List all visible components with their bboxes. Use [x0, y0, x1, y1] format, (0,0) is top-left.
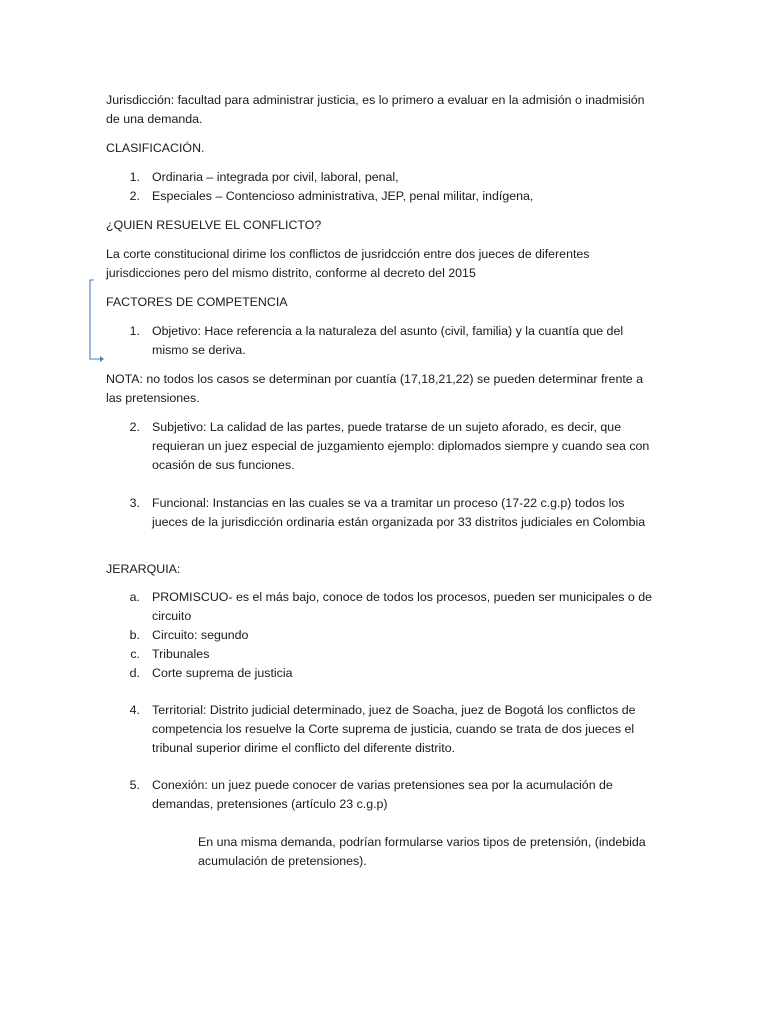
- factor-subjetivo-line-1: Subjetivo: La calidad de las partes, puede tratarse de un sujeto aforado, es decir, que: [152, 420, 622, 434]
- list-item-especiales: Especiales – Contencioso administrativa, JEP, penal militar, indígena,: [152, 189, 534, 203]
- clasificacion-heading: CLASIFICACIÓN.: [106, 141, 205, 155]
- conflicto-paragraph-line-2: jurisdicciones pero del mismo distrito, conforme al decreto del 2015: [106, 266, 476, 280]
- list-marker: a.: [129, 590, 140, 604]
- list-marker: 3.: [129, 496, 140, 510]
- intro-line-1: Jurisdicción: facultad para administrar justicia, es lo primero a evaluar en la admisión o inadmisión: [106, 93, 645, 107]
- jerarquia-tribunales: Tribunales: [152, 647, 210, 661]
- factor-territorial-line-3: tribunal superior dirime el conflicto del diferente distrito.: [152, 741, 456, 755]
- factor-conexion-line-2: demandas, pretensiones (artículo 23 c.g.p): [152, 797, 388, 811]
- jerarquia-circuito: Circuito: segundo: [152, 628, 249, 642]
- list-item-ordinaria: Ordinaria – integrada por civil, laboral, penal,: [152, 170, 399, 184]
- jerarquia-promiscuo-line-1: PROMISCUO- es el más bajo, conoce de todos los procesos, pueden ser municipales o de: [152, 590, 653, 604]
- jerarquia-corte-suprema: Corte suprema de justicia: [152, 666, 293, 680]
- conflicto-heading: ¿QUIEN RESUELVE EL CONFLICTO?: [106, 218, 322, 232]
- indented-note-line-2: acumulación de pretensiones).: [198, 854, 367, 868]
- factor-territorial-line-1: Territorial: Distrito judicial determinado, juez de Soacha, juez de Bogotá los conflictos de: [152, 703, 636, 717]
- factor-conexion-line-1: Conexión: un juez puede conocer de varias pretensiones sea por la acumulación de: [152, 778, 613, 792]
- factor-objetivo-line-1: Objetivo: Hace referencia a la naturaleza del asunto (civil, familia) y la cuantía que del: [152, 324, 624, 338]
- jerarquia-heading: JERARQUIA:: [106, 562, 181, 576]
- factor-subjetivo-line-3: ocasión de sus funciones.: [152, 458, 295, 472]
- jerarquia-promiscuo-line-2: circuito: [152, 609, 192, 623]
- list-marker: c.: [130, 647, 140, 661]
- factor-subjetivo-line-2: requieran un juez especial de juzgamiento ejemplo: diplomados siempre y cuando sea con: [152, 439, 650, 453]
- connector-arrow-icon: [86, 279, 106, 363]
- list-marker: 1.: [129, 324, 140, 338]
- list-marker: 1.: [129, 170, 140, 184]
- factores-heading: FACTORES DE COMPETENCIA: [106, 295, 288, 309]
- intro-line-2: de una demanda.: [106, 112, 203, 126]
- list-marker: 4.: [129, 703, 140, 717]
- list-marker: 2.: [129, 189, 140, 203]
- factor-territorial-line-2: competencia los resuelve la Corte suprema de justicia, cuando se trata de dos jueces el: [152, 722, 635, 736]
- list-marker: b.: [129, 628, 140, 642]
- nota-line-2: las pretensiones.: [106, 391, 200, 405]
- factor-funcional-line-1: Funcional: Instancias en las cuales se va a tramitar un proceso (17-22 c.g.p) todos los: [152, 496, 625, 510]
- conflicto-paragraph-line-1: La corte constitucional dirime los conflictos de jusridcción entre dos jueces de diferentes: [106, 247, 590, 261]
- list-marker: 5.: [129, 778, 140, 792]
- list-marker: 2.: [129, 420, 140, 434]
- list-marker: d.: [129, 666, 140, 680]
- factor-funcional-line-2: jueces de la jurisdicción ordinaria están organizada por 33 distritos judiciales en Colombia: [152, 515, 646, 529]
- factor-objetivo-line-2: mismo se deriva.: [152, 343, 246, 357]
- indented-note-line-1: En una misma demanda, podrían formularse varios tipos de pretensión, (indebida: [198, 835, 646, 849]
- nota-line-1: NOTA: no todos los casos se determinan por cuantía (17,18,21,22) se pueden determinar frente a: [106, 372, 644, 386]
